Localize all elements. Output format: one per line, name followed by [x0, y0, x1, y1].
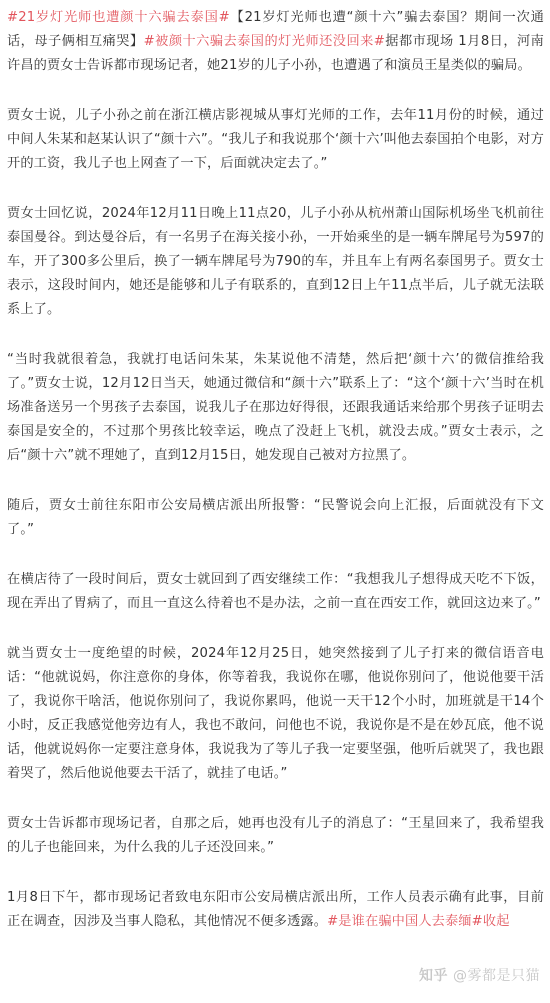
hashtag-link[interactable]: #21岁灯光师也遭颜十六骗去泰国# [7, 10, 230, 25]
paragraph-4: “当时我就很着急，我就打电话问朱某，朱某说他不清楚，然后把‘颜十六’的微信推给我了。”贾女士说，12月12日当天，她通过微信和“颜十六”联系上了：“这个‘颜十六’当时在机场准备送另一个男孩子去泰国，说我儿子在那边好得很，还跟我通话来给那个男孩子证明去泰国是安全的，不过那个男孩比较幸运，晚点了没赶上飞机，就没去成。”贾女士表示，之后“颜十六”就不理她了，直到12月15日，她发现自己被对方拉黑了。 [7, 352, 544, 463]
hashtag-link[interactable]: #是谁在骗中国人去泰缅# [327, 914, 483, 929]
paragraph-6: 在横店待了一段时间后，贾女士就回到了西安继续工作：“我想我儿子想得成天吃不下饭，现在弄出了胃病了，而且一直这么待着也不是办法，之前一直在西安工作，就回这边来了。” [7, 572, 544, 611]
paragraph-text: 1月8日下午，都市现场记者致电东阳市公安局横店派出所，工作人员表示确有此事，目前正在调查，因涉及当事人隐私，其他情况不便多透露。 [7, 890, 544, 929]
paragraph-1 [7, 6, 544, 78]
zhihu-watermark [419, 965, 540, 985]
collapse-link[interactable]: 收起 [482, 914, 510, 929]
paragraph-2: 贾女士说，儿子小孙之前在浙江横店影视城从事灯光师的工作，去年11月份的时候，通过中间人朱某和赵某认识了“颜十六”。“我儿子和我说那个‘颜十六’叫他去泰国拍个电影，对方开的工资，我儿子也上网查了一下，后面就决定去了。” [7, 108, 544, 171]
paragraph-3: 贾女士回忆说，2024年12月11日晚上11点20，儿子小孙从杭州萧山国际机场坐飞机前往泰国曼谷。到达曼谷后，有一名男子在海关接小孙，一开始乘坐的是一辆车牌尾号为597的车，开了300多公里后，换了一辆车牌尾号为790的车，并且车上有两名泰国男子。贾女士表示，这段时间内，她还是能够和儿子有联系的，直到12日上午11点半后，儿子就无法联系上了。 [7, 206, 544, 317]
paragraph-text: 据都市现场 1月8日，河南许昌的贾女士告诉都市现场记者，她21岁的儿子小孙，也遭遇了和演员王星类似的骗局。 [7, 34, 545, 73]
paragraph-text: 【21岁灯光师也遭“颜十六”骗去泰国？期间一次通话，母子俩相互痛哭】 [7, 10, 544, 49]
paragraph-9 [7, 886, 544, 934]
watermark-author: @雾都是只猫 [453, 968, 540, 984]
watermark-brand: 知乎 [419, 968, 449, 984]
hashtag-link[interactable]: #被颜十六骗去泰国的灯光师还没回来# [143, 34, 385, 49]
paragraph-5: 随后，贾女士前往东阳市公安局横店派出所报警：“民警说会向上汇报，后面就没有下文了。” [7, 498, 544, 537]
paragraph-7: 就当贾女士一度绝望的时候，2024年12月25日，她突然接到了儿子打来的微信语音电话：“他就说妈，你注意你的身体，你等着我，我说你在哪，他说你别问了，他说他要干活了，我说你干啥活，他说你别问了，我说你累吗，他说一天干12个小时，加班就是干14个小时，反正我感觉他旁边有人，我也不敢问，问他也不说，我说你是不是在妙瓦底，他不说话，他就说妈你一定要注意身体，我说我为了等儿子我一定要坚强，他听后就哭了，我也跟着哭了，然后他说他要去干活了，就挂了电话。” [7, 646, 544, 781]
paragraph-8: 贾女士告诉都市现场记者，自那之后，她再也没有儿子的消息了：“王星回来了，我希望我的儿子也能回来，为什么我的儿子还没回来。” [7, 816, 544, 855]
